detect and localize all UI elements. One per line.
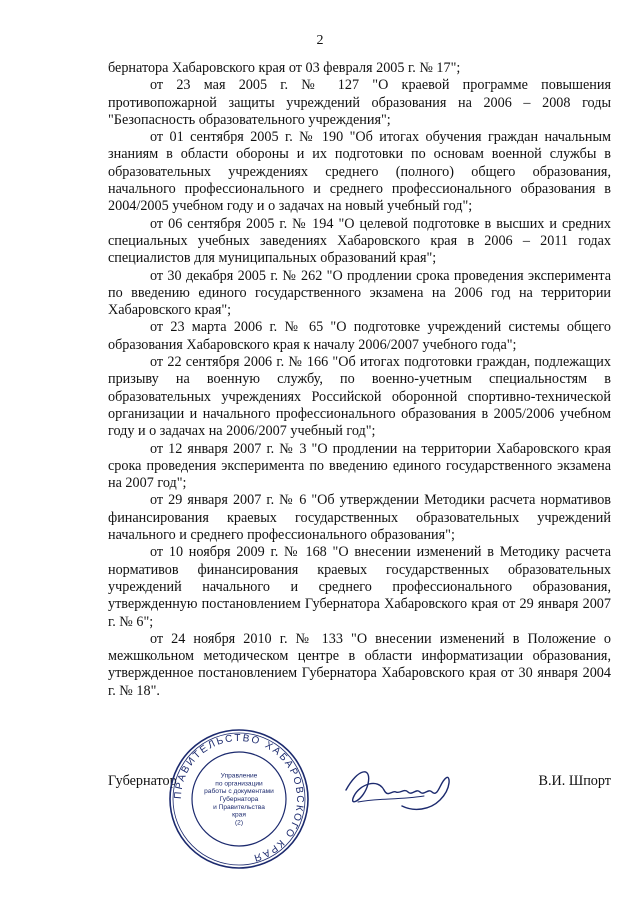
seal-inner-line: Губернатора — [219, 796, 259, 803]
seal-outer-text: ПРАВИТЕЛЬСТВО ХАБАРОВСКОГО КРАЯ — [172, 732, 306, 864]
paragraph: от 29 января 2007 г. № 6 "Об утверждении Методики расчета нормативов финансирования краевых государственных образовательных учреждений начального и среднего профессионального образования"; — [108, 492, 611, 544]
paragraph: от 30 декабря 2005 г. № 262 "О продлении срока проведения эксперимента по введению единого государственного экзамена на 2006 год на территории Хабаровского края"; — [108, 267, 611, 319]
document-body — [108, 60, 611, 700]
paragraph: от 22 сентября 2006 г. № 166 "Об итогах подготовки граждан, подлежащих призыву на военную службу, по военно-учетным специальностям в образовательных учреждениях Российской оборонной спортивно-технической организации и начального профессионального образования в 2005/2006 учебном году и о задачах на 2006/2007 учебный год"; — [108, 354, 611, 440]
seal-inner-line: Управление — [220, 772, 258, 780]
seal-inner-line: (2) — [234, 819, 244, 827]
paragraph: от 12 января 2007 г. № 3 "О продлении на территории Хабаровского края срока проведения эксперимента по введению единого государственного экзамена на 2007 год"; — [108, 440, 611, 492]
paragraph: от 06 сентября 2005 г. № 194 "О целевой подготовке в высших и средних специальных учебных заведениях Хабаровского края в 2006 – 2011 годах специалистов для муниципальных образований края"; — [108, 215, 611, 267]
page-number: 2 — [316, 33, 324, 48]
seal-inner-line: края — [232, 811, 246, 819]
paragraph: от 23 мая 2005 г. № 127 "О краевой программе повышения противопожарной защиты учреждений образования на 2006 – 2008 годы "Безопасность образовательного учреждения"; — [108, 77, 611, 128]
paragraph: от 24 ноября 2010 г. № 133 "О внесении изменений в Положение о межшкольном методическом центре в области информатизации образования, утвержденное постановлением Губернатора Хабаровского края от 30 января 2004 г. № 18". — [108, 630, 611, 699]
signatory-name: В.И. Шпорт — [538, 773, 611, 789]
paragraph: от 23 марта 2006 г. № 65 "О подготовке учреждений системы общего образования Хабаровского края к началу 2006/2007 учебного года"; — [108, 319, 611, 353]
seal-inner-line: по организации — [215, 780, 263, 788]
paragraph: бернатора Хабаровского края от 03 февраля 2005 г. № 17"; — [108, 60, 461, 76]
seal-inner-line: работы с документами — [204, 788, 274, 796]
handwritten-signature — [328, 760, 458, 820]
seal-inner-line: и Правительства — [213, 803, 265, 811]
signatory-title: Губернатор — [108, 773, 177, 789]
paragraph: от 10 ноября 2009 г. № 168 "О внесении изменений в Методику расчета нормативов финансирования краевых государственных образовательных учреждений начального и среднего профессионального образования, утвержденную постановлением Губернатора Хабаровского края от 29 января 2007 г. № 6"; — [108, 544, 611, 630]
paragraph: от 01 сентября 2005 г. № 190 "Об итогах обучения граждан начальным знаниям в области обороны и их подготовки по основам военной службы в образовательных учреждениях среднего (полного) общего образования, начального профессионального и среднего профессионального образования в 2004/2005 учебном году и о задачах на новый учебный год"; — [108, 129, 611, 215]
official-seal — [168, 728, 310, 870]
